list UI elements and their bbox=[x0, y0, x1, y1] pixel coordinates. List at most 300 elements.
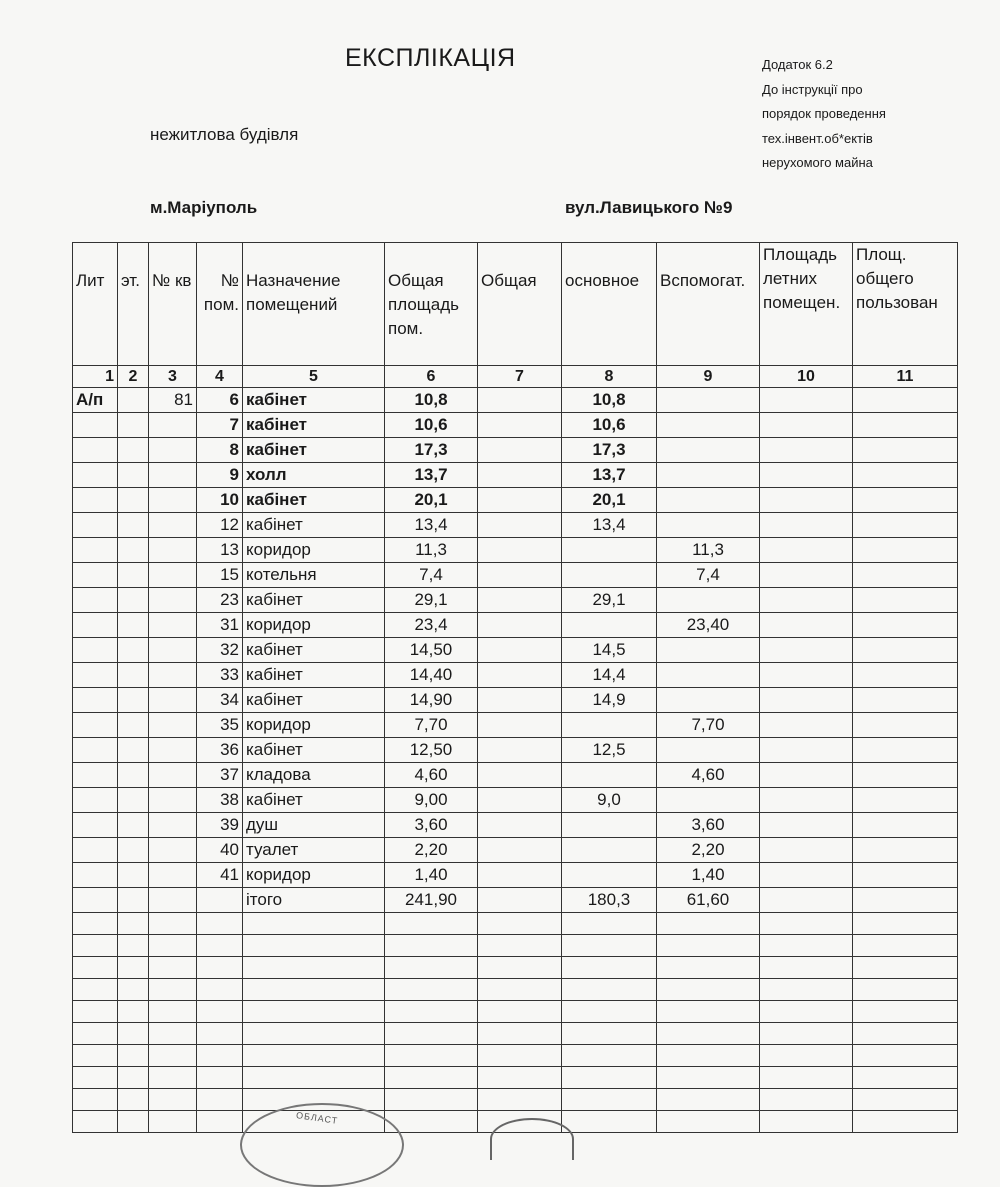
empty-cell bbox=[243, 913, 385, 935]
cell-total-area: 11,3 bbox=[385, 538, 478, 563]
cell-purpose: коридор bbox=[243, 538, 385, 563]
empty-cell bbox=[657, 1111, 760, 1133]
cell-floor bbox=[118, 388, 149, 413]
cell-general bbox=[478, 888, 562, 913]
cell-purpose: кладова bbox=[243, 763, 385, 788]
cell-total-area: 241,90 bbox=[385, 888, 478, 913]
cell-common bbox=[853, 763, 958, 788]
empty-row bbox=[73, 1001, 958, 1023]
cell-apt bbox=[149, 638, 197, 663]
empty-cell bbox=[197, 1089, 243, 1111]
cell-auxiliary bbox=[657, 663, 760, 688]
cell-total-area: 2,20 bbox=[385, 838, 478, 863]
cell-purpose: коридор bbox=[243, 713, 385, 738]
empty-cell bbox=[197, 957, 243, 979]
cell-summer bbox=[760, 563, 853, 588]
empty-cell bbox=[478, 1023, 562, 1045]
cell-room: 15 bbox=[197, 563, 243, 588]
empty-cell bbox=[853, 913, 958, 935]
cell-apt bbox=[149, 863, 197, 888]
cell-purpose: кабінет bbox=[243, 388, 385, 413]
cell-common bbox=[853, 813, 958, 838]
empty-cell bbox=[243, 979, 385, 1001]
col-header-total-area: Общая площадь пом. bbox=[385, 243, 478, 366]
table-row bbox=[73, 688, 958, 713]
cell-summer bbox=[760, 638, 853, 663]
cell-apt bbox=[149, 563, 197, 588]
table-row bbox=[73, 463, 958, 488]
empty-cell bbox=[73, 1111, 118, 1133]
cell-room: 9 bbox=[197, 463, 243, 488]
column-number: 8 bbox=[562, 366, 657, 388]
cell-main: 14,9 bbox=[562, 688, 657, 713]
table-row bbox=[73, 838, 958, 863]
empty-cell bbox=[657, 979, 760, 1001]
table-row bbox=[73, 663, 958, 688]
cell-apt bbox=[149, 813, 197, 838]
empty-cell bbox=[562, 1023, 657, 1045]
cell-summer bbox=[760, 413, 853, 438]
empty-cell bbox=[853, 1089, 958, 1111]
cell-auxiliary bbox=[657, 638, 760, 663]
cell-total-area: 13,4 bbox=[385, 513, 478, 538]
table-row bbox=[73, 388, 958, 413]
cell-total-area: 14,40 bbox=[385, 663, 478, 688]
empty-cell bbox=[760, 1045, 853, 1067]
empty-cell bbox=[657, 913, 760, 935]
cell-main: 20,1 bbox=[562, 488, 657, 513]
table-row bbox=[73, 788, 958, 813]
empty-cell bbox=[197, 1111, 243, 1133]
appendix-line: тех.інвент.об*ектів bbox=[762, 130, 873, 146]
cell-common bbox=[853, 713, 958, 738]
cell-common bbox=[853, 838, 958, 863]
cell-summer bbox=[760, 763, 853, 788]
cell-floor bbox=[118, 513, 149, 538]
empty-cell bbox=[760, 935, 853, 957]
empty-cell bbox=[760, 913, 853, 935]
empty-cell bbox=[149, 1001, 197, 1023]
empty-cell bbox=[657, 1023, 760, 1045]
cell-lit bbox=[73, 413, 118, 438]
cell-total-area: 23,4 bbox=[385, 613, 478, 638]
table-row bbox=[73, 863, 958, 888]
cell-auxiliary bbox=[657, 738, 760, 763]
cell-general bbox=[478, 688, 562, 713]
column-number: 2 bbox=[118, 366, 149, 388]
empty-cell bbox=[118, 1067, 149, 1089]
cell-auxiliary: 1,40 bbox=[657, 863, 760, 888]
empty-cell bbox=[118, 1089, 149, 1111]
empty-cell bbox=[478, 1045, 562, 1067]
empty-cell bbox=[562, 957, 657, 979]
column-number-row bbox=[73, 366, 958, 388]
cell-summer bbox=[760, 538, 853, 563]
cell-total-area: 13,7 bbox=[385, 463, 478, 488]
cell-common bbox=[853, 413, 958, 438]
empty-cell bbox=[197, 935, 243, 957]
cell-total-area: 10,8 bbox=[385, 388, 478, 413]
empty-cell bbox=[760, 1089, 853, 1111]
cell-summer bbox=[760, 488, 853, 513]
empty-row bbox=[73, 1023, 958, 1045]
cell-general bbox=[478, 713, 562, 738]
empty-cell bbox=[478, 1001, 562, 1023]
empty-cell bbox=[197, 1067, 243, 1089]
empty-cell bbox=[149, 913, 197, 935]
empty-cell bbox=[243, 1045, 385, 1067]
cell-main: 10,8 bbox=[562, 388, 657, 413]
cell-lit bbox=[73, 663, 118, 688]
cell-lit bbox=[73, 638, 118, 663]
explication-table bbox=[72, 242, 958, 1133]
cell-purpose: кабінет bbox=[243, 488, 385, 513]
cell-common bbox=[853, 888, 958, 913]
empty-cell bbox=[385, 1089, 478, 1111]
empty-cell bbox=[197, 1001, 243, 1023]
cell-general bbox=[478, 788, 562, 813]
cell-common bbox=[853, 613, 958, 638]
cell-apt bbox=[149, 738, 197, 763]
empty-cell bbox=[760, 1111, 853, 1133]
cell-apt bbox=[149, 838, 197, 863]
cell-purpose: холл bbox=[243, 463, 385, 488]
cell-auxiliary bbox=[657, 588, 760, 613]
empty-cell bbox=[149, 1111, 197, 1133]
cell-main bbox=[562, 713, 657, 738]
cell-common bbox=[853, 538, 958, 563]
cell-purpose: ітого bbox=[243, 888, 385, 913]
empty-cell bbox=[197, 979, 243, 1001]
empty-cell bbox=[562, 979, 657, 1001]
appendix-line: До інструкції про bbox=[762, 81, 863, 97]
col-header-general: Общая bbox=[478, 243, 562, 366]
cell-auxiliary bbox=[657, 413, 760, 438]
empty-cell bbox=[657, 1067, 760, 1089]
city: м.Маріуполь bbox=[150, 198, 258, 217]
cell-common bbox=[853, 563, 958, 588]
empty-cell bbox=[657, 1001, 760, 1023]
empty-cell bbox=[385, 979, 478, 1001]
empty-cell bbox=[197, 1045, 243, 1067]
cell-floor bbox=[118, 488, 149, 513]
cell-floor bbox=[118, 813, 149, 838]
cell-floor bbox=[118, 463, 149, 488]
cell-common bbox=[853, 463, 958, 488]
empty-cell bbox=[760, 1023, 853, 1045]
table-row bbox=[73, 588, 958, 613]
cell-summer bbox=[760, 438, 853, 463]
empty-cell bbox=[562, 913, 657, 935]
empty-cell bbox=[197, 1023, 243, 1045]
cell-auxiliary bbox=[657, 463, 760, 488]
cell-room: 37 bbox=[197, 763, 243, 788]
table-row bbox=[73, 813, 958, 838]
cell-apt bbox=[149, 463, 197, 488]
empty-cell bbox=[853, 1023, 958, 1045]
cell-total-area: 7,70 bbox=[385, 713, 478, 738]
empty-cell bbox=[149, 957, 197, 979]
cell-summer bbox=[760, 863, 853, 888]
cell-floor bbox=[118, 613, 149, 638]
cell-auxiliary: 7,70 bbox=[657, 713, 760, 738]
document-title: ЕКСПЛІКАЦІЯ bbox=[345, 44, 516, 72]
empty-cell bbox=[197, 913, 243, 935]
empty-cell bbox=[562, 935, 657, 957]
table-row bbox=[73, 738, 958, 763]
empty-cell bbox=[149, 1089, 197, 1111]
cell-common bbox=[853, 438, 958, 463]
cell-apt bbox=[149, 513, 197, 538]
empty-cell bbox=[760, 979, 853, 1001]
table-row bbox=[73, 438, 958, 463]
empty-cell bbox=[118, 979, 149, 1001]
table-row bbox=[73, 763, 958, 788]
cell-auxiliary: 7,4 bbox=[657, 563, 760, 588]
cell-auxiliary: 61,60 bbox=[657, 888, 760, 913]
empty-cell bbox=[562, 1067, 657, 1089]
cell-lit bbox=[73, 688, 118, 713]
empty-cell bbox=[73, 1067, 118, 1089]
cell-room: 34 bbox=[197, 688, 243, 713]
column-number: 7 bbox=[478, 366, 562, 388]
column-number: 3 bbox=[149, 366, 197, 388]
table-row bbox=[73, 888, 958, 913]
cell-lit bbox=[73, 738, 118, 763]
cell-floor bbox=[118, 438, 149, 463]
empty-cell bbox=[149, 1045, 197, 1067]
col-header-main: основное bbox=[562, 243, 657, 366]
cell-total-area: 7,4 bbox=[385, 563, 478, 588]
cell-room bbox=[197, 888, 243, 913]
col-header-room: № пом. bbox=[197, 243, 243, 366]
cell-purpose: кабінет bbox=[243, 438, 385, 463]
cell-common bbox=[853, 663, 958, 688]
cell-main bbox=[562, 838, 657, 863]
cell-lit bbox=[73, 888, 118, 913]
cell-main: 12,5 bbox=[562, 738, 657, 763]
empty-cell bbox=[853, 957, 958, 979]
cell-general bbox=[478, 613, 562, 638]
cell-general bbox=[478, 563, 562, 588]
cell-total-area: 12,50 bbox=[385, 738, 478, 763]
cell-main bbox=[562, 563, 657, 588]
cell-common bbox=[853, 588, 958, 613]
cell-floor bbox=[118, 738, 149, 763]
empty-row bbox=[73, 1045, 958, 1067]
cell-auxiliary: 11,3 bbox=[657, 538, 760, 563]
table-row bbox=[73, 713, 958, 738]
cell-main bbox=[562, 613, 657, 638]
empty-cell bbox=[478, 979, 562, 1001]
cell-room: 38 bbox=[197, 788, 243, 813]
empty-cell bbox=[853, 1001, 958, 1023]
cell-room: 23 bbox=[197, 588, 243, 613]
empty-cell bbox=[657, 957, 760, 979]
cell-room: 12 bbox=[197, 513, 243, 538]
cell-purpose: кабінет bbox=[243, 413, 385, 438]
cell-room: 40 bbox=[197, 838, 243, 863]
table-row bbox=[73, 638, 958, 663]
cell-main: 14,5 bbox=[562, 638, 657, 663]
cell-lit bbox=[73, 488, 118, 513]
cell-floor bbox=[118, 638, 149, 663]
empty-cell bbox=[73, 1089, 118, 1111]
empty-row bbox=[73, 1089, 958, 1111]
cell-room: 41 bbox=[197, 863, 243, 888]
cell-general bbox=[478, 838, 562, 863]
cell-main: 9,0 bbox=[562, 788, 657, 813]
cell-main bbox=[562, 863, 657, 888]
cell-floor bbox=[118, 863, 149, 888]
cell-common bbox=[853, 863, 958, 888]
empty-cell bbox=[118, 957, 149, 979]
cell-lit bbox=[73, 463, 118, 488]
cell-room: 13 bbox=[197, 538, 243, 563]
cell-lit bbox=[73, 588, 118, 613]
cell-purpose: туалет bbox=[243, 838, 385, 863]
cell-general bbox=[478, 738, 562, 763]
empty-cell bbox=[243, 957, 385, 979]
cell-lit bbox=[73, 788, 118, 813]
signature bbox=[490, 1118, 574, 1160]
empty-row bbox=[73, 913, 958, 935]
empty-cell bbox=[562, 1001, 657, 1023]
cell-purpose: кабінет bbox=[243, 663, 385, 688]
cell-summer bbox=[760, 688, 853, 713]
cell-lit bbox=[73, 863, 118, 888]
cell-apt bbox=[149, 538, 197, 563]
empty-cell bbox=[118, 913, 149, 935]
empty-cell bbox=[478, 913, 562, 935]
cell-floor bbox=[118, 838, 149, 863]
empty-cell bbox=[478, 1089, 562, 1111]
cell-total-area: 20,1 bbox=[385, 488, 478, 513]
empty-cell bbox=[385, 1067, 478, 1089]
empty-cell bbox=[478, 1067, 562, 1089]
street-address: вул.Лавицького №9 bbox=[565, 198, 733, 217]
cell-general bbox=[478, 863, 562, 888]
cell-apt bbox=[149, 713, 197, 738]
cell-common bbox=[853, 513, 958, 538]
empty-cell bbox=[760, 1001, 853, 1023]
column-number: 10 bbox=[760, 366, 853, 388]
cell-summer bbox=[760, 613, 853, 638]
cell-summer bbox=[760, 888, 853, 913]
col-header-floor: эт. bbox=[118, 243, 149, 366]
empty-cell bbox=[562, 1089, 657, 1111]
cell-purpose: кабінет bbox=[243, 588, 385, 613]
table-row bbox=[73, 538, 958, 563]
cell-lit bbox=[73, 513, 118, 538]
cell-floor bbox=[118, 763, 149, 788]
cell-total-area: 4,60 bbox=[385, 763, 478, 788]
empty-cell bbox=[73, 1023, 118, 1045]
empty-cell bbox=[385, 1045, 478, 1067]
appendix-line: порядок проведення bbox=[762, 106, 886, 121]
empty-cell bbox=[853, 979, 958, 1001]
empty-cell bbox=[118, 1023, 149, 1045]
cell-summer bbox=[760, 513, 853, 538]
empty-cell bbox=[118, 935, 149, 957]
column-number: 9 bbox=[657, 366, 760, 388]
empty-cell bbox=[243, 1023, 385, 1045]
cell-general bbox=[478, 638, 562, 663]
cell-room: 31 bbox=[197, 613, 243, 638]
cell-lit bbox=[73, 538, 118, 563]
empty-cell bbox=[149, 1023, 197, 1045]
empty-cell bbox=[73, 979, 118, 1001]
cell-summer bbox=[760, 813, 853, 838]
cell-floor bbox=[118, 713, 149, 738]
table-row bbox=[73, 613, 958, 638]
column-number: 11 bbox=[853, 366, 958, 388]
empty-cell bbox=[149, 979, 197, 1001]
empty-cell bbox=[385, 1001, 478, 1023]
cell-purpose: душ bbox=[243, 813, 385, 838]
cell-main: 13,7 bbox=[562, 463, 657, 488]
cell-main: 17,3 bbox=[562, 438, 657, 463]
cell-main: 13,4 bbox=[562, 513, 657, 538]
empty-cell bbox=[657, 935, 760, 957]
empty-row bbox=[73, 1067, 958, 1089]
cell-general bbox=[478, 463, 562, 488]
cell-summer bbox=[760, 663, 853, 688]
empty-cell bbox=[243, 935, 385, 957]
cell-general bbox=[478, 588, 562, 613]
empty-cell bbox=[73, 935, 118, 957]
cell-apt bbox=[149, 488, 197, 513]
empty-cell bbox=[385, 935, 478, 957]
empty-cell bbox=[385, 1023, 478, 1045]
cell-main: 29,1 bbox=[562, 588, 657, 613]
empty-cell bbox=[73, 1001, 118, 1023]
cell-purpose: коридор bbox=[243, 863, 385, 888]
empty-cell bbox=[478, 935, 562, 957]
cell-total-area: 9,00 bbox=[385, 788, 478, 813]
table-row bbox=[73, 563, 958, 588]
cell-lit bbox=[73, 438, 118, 463]
cell-general bbox=[478, 388, 562, 413]
cell-summer bbox=[760, 588, 853, 613]
cell-auxiliary bbox=[657, 688, 760, 713]
cell-lit bbox=[73, 613, 118, 638]
empty-cell bbox=[853, 935, 958, 957]
empty-cell bbox=[73, 913, 118, 935]
cell-auxiliary: 23,40 bbox=[657, 613, 760, 638]
cell-apt bbox=[149, 588, 197, 613]
cell-auxiliary bbox=[657, 488, 760, 513]
cell-apt bbox=[149, 663, 197, 688]
col-header-common: Площ. общего пользован bbox=[853, 243, 958, 366]
cell-lit bbox=[73, 838, 118, 863]
cell-total-area: 29,1 bbox=[385, 588, 478, 613]
empty-cell bbox=[385, 957, 478, 979]
cell-total-area: 17,3 bbox=[385, 438, 478, 463]
empty-cell bbox=[853, 1067, 958, 1089]
empty-row bbox=[73, 935, 958, 957]
cell-common bbox=[853, 788, 958, 813]
empty-row bbox=[73, 957, 958, 979]
cell-apt bbox=[149, 413, 197, 438]
cell-lit bbox=[73, 713, 118, 738]
empty-cell bbox=[562, 1111, 657, 1133]
cell-general bbox=[478, 438, 562, 463]
cell-purpose: кабінет bbox=[243, 638, 385, 663]
empty-cell bbox=[562, 1045, 657, 1067]
empty-cell bbox=[73, 957, 118, 979]
cell-general bbox=[478, 538, 562, 563]
